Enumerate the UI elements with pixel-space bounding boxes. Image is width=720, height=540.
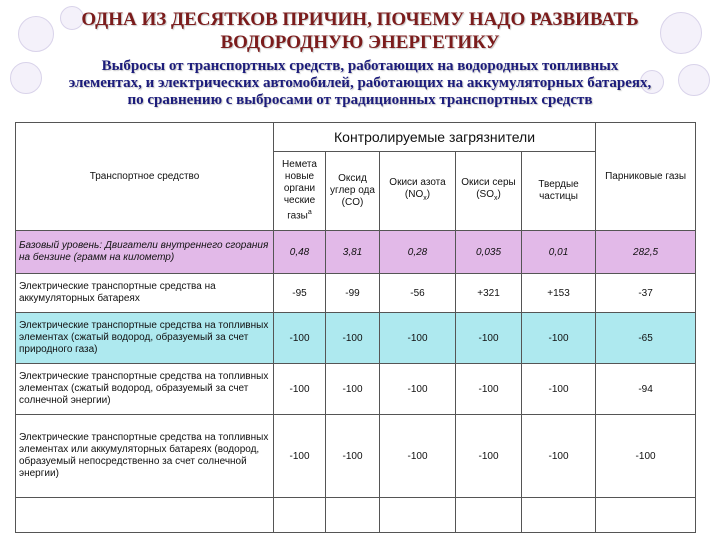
cell-greenhouse: 282,5 [596, 231, 696, 274]
vehicle-column-header [16, 123, 274, 231]
nox-header-close: ) [426, 189, 431, 200]
cell-sox: -100 [456, 415, 522, 498]
cell-nox: 0,28 [380, 231, 456, 274]
row-name: Электрические транспортные средства на топливных элементах или аккумуляторных батареях (водород, образуемый непосредственно за счет солнечной энергии) [16, 415, 274, 498]
cell-particulates: -100 [522, 364, 596, 415]
cell-co: -100 [326, 415, 380, 498]
cell-co: -100 [326, 313, 380, 364]
cell-particulates: -100 [522, 313, 596, 364]
cell-sox: -100 [456, 364, 522, 415]
empty-cell [326, 498, 380, 533]
table-row-fuel-cell-or-battery-direct-solar [16, 415, 696, 498]
nmog-column-header [274, 152, 326, 231]
cell-nmog: 0,48 [274, 231, 326, 274]
greenhouse-column-header-text: Парниковые газы [605, 171, 687, 182]
cell-nmog: -100 [274, 364, 326, 415]
row-name: Электрические транспортные средства на аккумуляторных батареях [16, 274, 274, 313]
slide-title-line-1: ОДНА ИЗ ДЕСЯТКОВ ПРИЧИН, ПОЧЕМУ НАДО РАЗВИВАТЬ [81, 9, 639, 30]
empty-cell [380, 498, 456, 533]
cell-greenhouse: -94 [596, 364, 696, 415]
table-header-group-row [16, 123, 696, 152]
cell-sox: 0,035 [456, 231, 522, 274]
nox-subscript: x [423, 195, 427, 202]
cell-co: 3,81 [326, 231, 380, 274]
cell-greenhouse: -65 [596, 313, 696, 364]
cell-greenhouse: -37 [596, 274, 696, 313]
table-row-fuel-cell-natural-gas [16, 313, 696, 364]
cell-nox: -100 [380, 313, 456, 364]
cell-co: -100 [326, 364, 380, 415]
cell-particulates: 0,01 [522, 231, 596, 274]
empty-cell [596, 498, 696, 533]
slide-subtitle [0, 58, 720, 109]
pollutants-group-header: Контролируемые загрязнители [274, 123, 596, 152]
table-row-battery-ev [16, 274, 696, 313]
cell-particulates: +153 [522, 274, 596, 313]
empty-cell [522, 498, 596, 533]
cell-nmog: -100 [274, 313, 326, 364]
empty-cell [16, 498, 274, 533]
sox-column-header [456, 152, 522, 231]
nmog-footnote-mark: a [307, 209, 312, 217]
table-row-baseline [16, 231, 696, 274]
cell-nox: -56 [380, 274, 456, 313]
sox-subscript: x [493, 195, 498, 202]
cell-nox: -100 [380, 415, 456, 498]
emissions-table [15, 122, 696, 533]
slide-subtitle-line-3: по сравнению с выбросами от традиционных транспортных средств [127, 92, 593, 108]
cell-sox: -100 [456, 313, 522, 364]
cell-co: -99 [326, 274, 380, 313]
slide-subtitle-line-2: элементах, и электрических автомобилей, работающих на аккумуляторных батареях, [68, 75, 652, 91]
sox-header-close: ) [497, 189, 501, 200]
row-name: Электрические транспортные средства на топливных элементах (сжатый водород, образуемый за счет природного газа) [16, 313, 274, 364]
empty-cell [456, 498, 522, 533]
cell-nox: -100 [380, 364, 456, 415]
vehicle-column-header-text: Транспортное средство [89, 170, 200, 182]
greenhouse-column-header [596, 123, 696, 231]
particulates-column-header: Твердые частицы [522, 152, 596, 231]
empty-cell [274, 498, 326, 533]
table-row-fuel-cell-solar [16, 364, 696, 415]
cell-nmog: -100 [274, 415, 326, 498]
table-row-empty [16, 498, 696, 533]
slide-title [0, 8, 720, 54]
co-column-header: Оксид углер ода (CO) [326, 152, 380, 231]
row-name: Электрические транспортные средства на топливных элементах (сжатый водород, образуемый за счет солнечной энергии) [16, 364, 274, 415]
cell-particulates: -100 [522, 415, 596, 498]
sox-header-text: Окиси серы (SO [461, 177, 516, 200]
slide-subtitle-line-1: Выбросы от транспортных средств, работающих на водородных топливных [101, 58, 619, 74]
cell-greenhouse: -100 [596, 415, 696, 498]
slide-title-line-2: ВОДОРОДНУЮ ЭНЕРГЕТИКУ [220, 32, 500, 53]
cell-sox: +321 [456, 274, 522, 313]
row-name: Базовый уровень: Двигатели внутреннего сгорания на бензине (грамм на километр) [16, 231, 274, 274]
cell-nmog: -95 [274, 274, 326, 313]
nmog-header-text: Немета новые органи ческие газы [282, 159, 317, 222]
nox-column-header [380, 152, 456, 231]
nox-header-text: Окиси азота (NO [389, 177, 446, 200]
